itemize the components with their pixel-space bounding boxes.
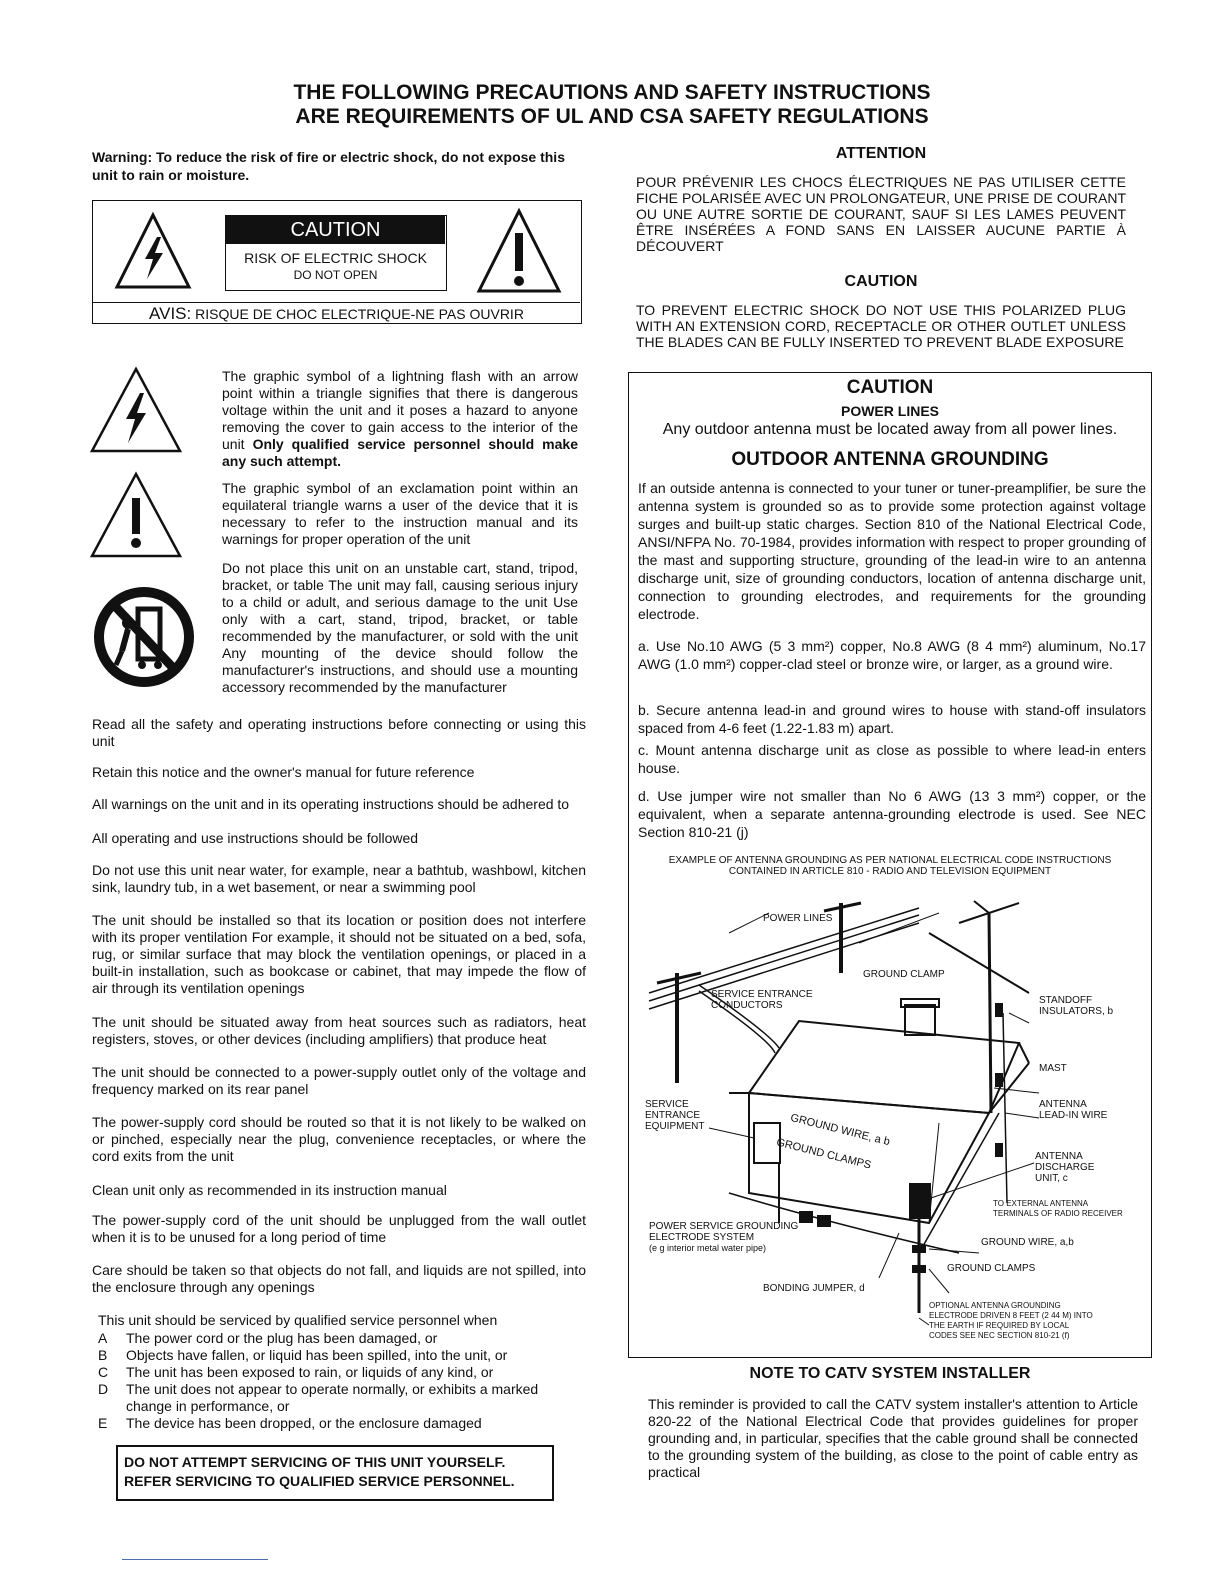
grounding-item-c: c. Mount antenna discharge unit as close as possible to where lead-in enters house.: [638, 742, 1146, 776]
instruction-5: Do not use this unit near water, for example, near a bathtub, washbowl, kitchen sink, laundry tub, in a wet basement, or near a swimming pool: [92, 862, 586, 895]
example-caption-line2: CONTAINED IN ARTICLE 810 - RADIO AND TELEVISION EQUIPMENT: [728, 866, 1052, 877]
exclamation-symbol-text: The graphic symbol of an exclamation point within an equilateral triangle warns a user of the device that it is necessary to refer to the instruction manual and its warnings for proper operation of the unit: [222, 480, 578, 547]
instruction-9: The power-supply cord should be routed so that it is not likely to be walked on or pinched, especially near the plug, convenience receptacles, or where the cord exits from the unit: [92, 1114, 586, 1164]
diagram-service-conductors-1: SERVICE ENTRANCE: [711, 989, 813, 1000]
instruction-10: Clean unit only as recommended in its instruction manual: [92, 1182, 447, 1198]
caution-inner-label: [225, 215, 447, 291]
power-lines-title: POWER LINES: [840, 403, 939, 419]
instruction-2: Retain this notice and the owner's manual for future reference: [92, 764, 475, 780]
catv-text: This reminder is provided to call the CATV system installer's attention to Article 820-22 of the National Electrical Code that provides guidelines for proper grounding and, in particular, specifies that the cable ground shall be connected to the grounding system of the building, as close to the point of cable entry as practical: [648, 1396, 1138, 1480]
diagram-service-equipment: [645, 1099, 704, 1132]
list-text: The unit does not appear to operate normally, or exhibits a marked change in performance, or: [126, 1381, 539, 1414]
diagram-standoff-2: INSULATORS, b: [1039, 1006, 1114, 1017]
list-item: [98, 1415, 598, 1432]
caution-plug-title: CAUTION: [844, 273, 918, 290]
warning-text: Warning: To reduce the risk of fire or electric shock, do not expose this unit to rain or moisture.: [92, 149, 565, 183]
example-caption: [629, 855, 1151, 877]
grounding-item-a: a. Use No.10 AWG (5 3 mm²) copper, No.8 AWG (8 4 mm²) aluminum, No.17 AWG (1.0 mm²) copper-clad steel or bronze wire, or larger, as a ground wire.: [638, 638, 1146, 672]
diagram-service-equipment-3: EQUIPMENT: [645, 1121, 705, 1132]
caution-plug-text: TO PREVENT ELECTRIC SHOCK DO NOT USE THIS POLARIZED PLUG WITH AN EXTENSION CORD, RECEPTACLE OR OTHER OUTLET UNLESS THE BLADES CAN BE FULLY INSERTED TO PREVENT BLADE EXPOSURE: [636, 302, 1126, 350]
antenna-caution-title: CAUTION: [846, 377, 934, 398]
do-not-open-text: DO NOT OPEN: [293, 268, 378, 282]
diagram-standoff-1: STANDOFF: [1039, 995, 1093, 1006]
diagram-external-2: TERMINALS OF RADIO RECEIVER: [993, 1209, 1123, 1218]
grounding-title: OUTDOOR ANTENNA GROUNDING: [731, 449, 1049, 470]
diagram-external-1: TO EXTERNAL ANTENNA: [993, 1199, 1089, 1208]
page-title-line2: ARE REQUIREMENTS OF UL AND CSA SAFETY REGULATIONS: [295, 105, 929, 128]
diagram-power-lines: POWER LINES: [763, 913, 833, 924]
list-key: D: [98, 1381, 109, 1397]
diagram-optional-electrode: [929, 1301, 1093, 1341]
list-item: [98, 1330, 598, 1347]
diagram-ground-wire-ab: GROUND WIRE, a,b: [981, 1237, 1074, 1248]
service-box-line2: REFER SERVICING TO QUALIFIED SERVICE PERSONNEL.: [124, 1473, 515, 1489]
instruction-7: The unit should be situated away from heat sources such as radiators, heat registers, stoves, or other devices (including amplifiers) that produce heat: [92, 1014, 586, 1047]
lightning-triangle-icon: [113, 211, 193, 291]
list-text: The device has been dropped, or the enclosure damaged: [126, 1415, 482, 1431]
instruction-12: Care should be taken so that objects do not fall, and liquids are not spilled, into the enclosure through any openings: [92, 1262, 586, 1295]
service-warning-box: [116, 1445, 554, 1501]
diagram-optional-2: ELECTRODE DRIVEN 8 FEET (2 44 M) INTO: [929, 1311, 1093, 1320]
list-item: [98, 1381, 598, 1415]
list-item: [98, 1347, 598, 1364]
instruction-1: Read all the safety and operating instructions before connecting or using this unit: [92, 716, 586, 749]
service-box-line1: DO NOT ATTEMPT SERVICING OF THIS UNIT YOURSELF.: [124, 1454, 506, 1470]
grounding-text: If an outside antenna is connected to your tuner or tuner-preamplifier, be sure the antenna system is grounded so as to provide some protection against voltage surges and built-up static charges. Section 810 of the National Electrical Code, ANSI/NFPA No. 70-1984, provides information with respect to proper grounding of the mast and supporting structure, grounding of the lead-in wire to an antenna discharge unit, size of grounding conductors, location of antenna discharge unit, connection to grounding electrodes, and requirements for the grounding electrode.: [638, 480, 1146, 622]
diagram-service-conductors-2: CONDUCTORS: [711, 1000, 783, 1011]
diagram-power-service-2: ELECTRODE SYSTEM: [649, 1232, 755, 1243]
list-key: A: [98, 1330, 108, 1346]
diagram-ground-wires: GROUND WIRE, a b: [789, 1111, 892, 1149]
diagram-lead-in-2: LEAD-IN WIRE: [1039, 1110, 1108, 1121]
list-key: B: [98, 1347, 108, 1363]
diagram-bonding-jumper: BONDING JUMPER, d: [763, 1283, 865, 1294]
example-caption-line1: EXAMPLE OF ANTENNA GROUNDING AS PER NATIONAL ELECTRICAL CODE INSTRUCTIONS: [668, 855, 1112, 866]
diagram-standoff: [1039, 995, 1113, 1017]
list-key: C: [98, 1364, 109, 1380]
diagram-external-terminals: [993, 1199, 1123, 1219]
antenna-grounding-diagram: [629, 893, 1151, 1353]
instruction-6: The unit should be installed so that its location or position does not interfere with its proper ventilation For example, it should not be situated on a bed, sofa, rug, or similar surface that may block the ventilation openings, or placed in a built-in installation, such as bookcase or cabinet, that may impede the flow of air through its ventilation openings: [92, 912, 586, 996]
footer-divider: [122, 1559, 268, 1560]
diagram-discharge-1: ANTENNA: [1035, 1151, 1083, 1162]
diagram-mast: MAST: [1039, 1063, 1067, 1074]
page-title-line1: THE FOLLOWING PRECAUTIONS AND SAFETY INSTRUCTIONS: [293, 81, 931, 104]
instruction-11: The power-supply cord of the unit should be unplugged from the wall outlet when it is to be unused for a long period of time: [92, 1212, 586, 1245]
diagram-service-equipment-2: ENTRANCE: [645, 1110, 701, 1121]
list-text: The unit has been exposed to rain, or liquids of any kind, or: [126, 1364, 494, 1380]
antenna-box: [628, 372, 1152, 1358]
avis-prefix: AVIS:: [149, 304, 192, 323]
grounding-item-b: b. Secure antenna lead-in and ground wires to house with stand-off insulators spaced from 4-6 feet (1.22-1.83 m) apart.: [638, 702, 1146, 736]
diagram-ground-clamp: GROUND CLAMP: [863, 969, 945, 980]
diagram-power-service-1: POWER SERVICE GROUNDING: [649, 1221, 799, 1232]
diagram-lead-in-1: ANTENNA: [1039, 1099, 1087, 1110]
service-intro: This unit should be serviced by qualified service personnel when: [98, 1312, 498, 1328]
diagram-discharge-unit: [1035, 1151, 1094, 1184]
exclamation-triangle-icon: [475, 207, 563, 295]
diagram-service-equipment-1: SERVICE: [645, 1099, 689, 1110]
service-list: [98, 1330, 598, 1432]
diagram-power-service: [649, 1221, 798, 1254]
instruction-8: The unit should be connected to a power-supply outlet only of the voltage and frequency marked on its rear panel: [92, 1064, 586, 1097]
list-key: E: [98, 1415, 108, 1431]
instruction-3: All warnings on the unit and in its operating instructions should be adhered to: [92, 796, 570, 812]
avis-text: RISQUE DE CHOC ELECTRIQUE-NE PAS OUVRIR: [195, 306, 524, 322]
diagram-optional-3: THE EARTH IF REQUIRED BY LOCAL: [929, 1321, 1070, 1330]
exclamation-symbol-icon: [88, 470, 184, 560]
cart-warning-text: Do not place this unit on an unstable cart, stand, tripod, bracket, or table The unit may fall, causing serious injury to a child or adult, and serious damage to the unit Use only with a cart, stand, tripod, bracket, or table recommended by the manufacturer, or sold with the unit Any mounting of the device should follow the manufacturer's instructions, and should use a mounting accessory recommended by the manufacturer: [222, 560, 578, 695]
diagram-discharge-2: DISCHARGE: [1035, 1162, 1095, 1173]
diagram-ground-clamps-roof: GROUND CLAMPS: [775, 1136, 873, 1172]
catv-title: NOTE TO CATV SYSTEM INSTALLER: [749, 1365, 1031, 1382]
avis-bar: [93, 302, 580, 323]
lightning-symbol-bold: Only qualified service personnel should make any such attempt.: [222, 436, 578, 469]
diagram-ground-clamps: GROUND CLAMPS: [947, 1263, 1036, 1274]
attention-text: POUR PRÉVENIR LES CHOCS ÉLECTRIQUES NE PAS UTILISER CETTE FICHE POLARISÉE AVEC UN PROLONGATEUR, UNE PRISE DE COURANT OU UNE AUTRE SORTIE DE COURANT, SAUF SI LES LAMES PEUVENT ÊTRE INSÉRÉES A FOND SANS EN LAISSER AUCUNE PARTIE À DÉCOUVERT: [636, 174, 1126, 254]
caution-title: CAUTION: [226, 216, 445, 244]
no-cart-icon: [92, 585, 196, 689]
list-item: [98, 1364, 598, 1381]
diagram-lead-in: [1039, 1099, 1107, 1121]
list-text: The power cord or the plug has been damaged, or: [126, 1330, 438, 1346]
caution-label-box: [92, 200, 582, 324]
instruction-4: All operating and use instructions should be followed: [92, 830, 419, 846]
diagram-discharge-3: UNIT, c: [1035, 1173, 1068, 1184]
power-lines-text: Any outdoor antenna must be located away from all power lines.: [662, 421, 1118, 438]
diagram-optional-4: CODES SEE NEC SECTION 810-21 (f): [929, 1331, 1070, 1340]
lightning-symbol-icon: [88, 365, 184, 455]
diagram-optional-1: OPTIONAL ANTENNA GROUNDING: [929, 1301, 1061, 1310]
grounding-item-d: d. Use jumper wire not smaller than No 6 AWG (13 3 mm²) copper, or the equivalent, when a separate antenna-grounding electrode is used. See NEC Section 810-21 (j): [638, 788, 1146, 840]
diagram-power-service-3: (e g interior metal water pipe): [649, 1243, 767, 1253]
lightning-symbol-desc: The graphic symbol of a lightning flash with an arrow point within a triangle signifies that there is dangerous voltage within the unit and it poses a hazard to anyone removing the cover to gain access to the interior of the unit: [222, 368, 578, 452]
risk-text: RISK OF ELECTRIC SHOCK: [244, 250, 427, 266]
list-text: Objects have fallen, or liquid has been spilled, into the unit, or: [126, 1347, 508, 1363]
lightning-symbol-text: [222, 368, 578, 470]
diagram-service-conductors: [711, 989, 813, 1011]
attention-title: ATTENTION: [835, 145, 927, 162]
